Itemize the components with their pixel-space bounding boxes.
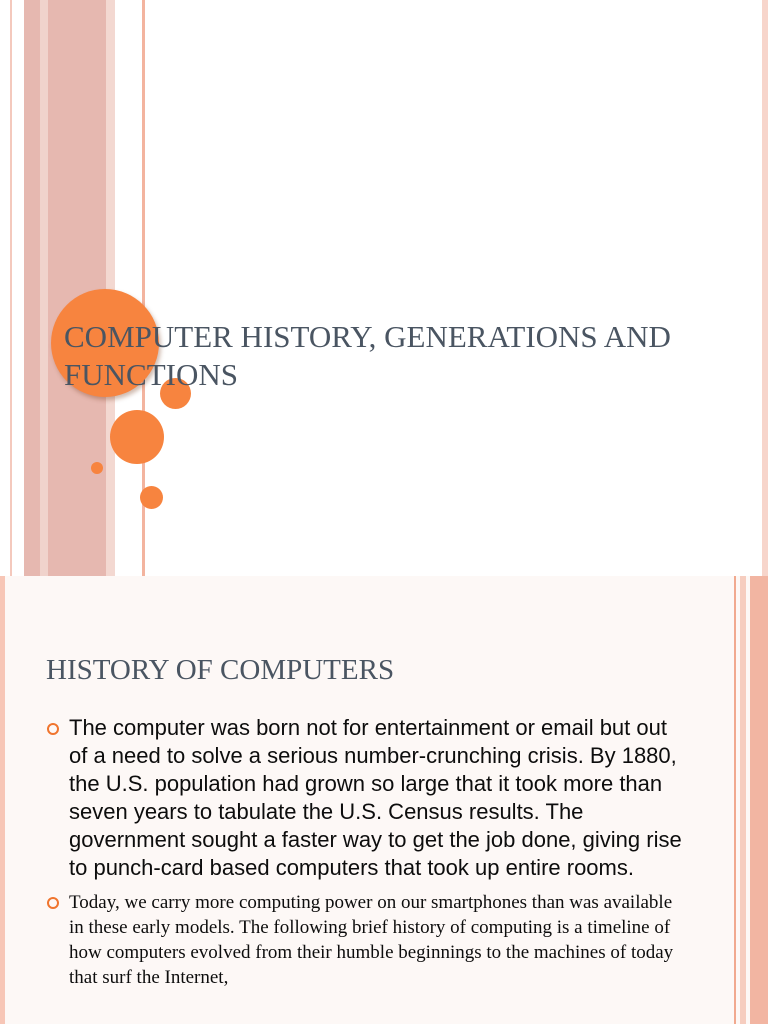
bullet-item xyxy=(44,890,684,990)
bullet-list xyxy=(44,714,684,990)
decorative-stripe xyxy=(750,576,768,1024)
bullet-circle-icon xyxy=(47,723,59,735)
decorative-stripe xyxy=(740,576,746,1024)
decorative-stripe xyxy=(734,576,736,1024)
decorative-stripe xyxy=(10,0,12,576)
decorative-stripe xyxy=(0,576,5,1024)
slide-title: COMPUTER HISTORY, GENERATIONS AND FUNCTIONS xyxy=(64,319,671,392)
bullet-item xyxy=(44,714,684,882)
decorative-stripe xyxy=(24,0,106,576)
decorative-circle xyxy=(91,462,103,474)
decorative-circle xyxy=(110,410,164,464)
bullet-circle-icon xyxy=(47,897,59,909)
decorative-stripe xyxy=(40,0,48,576)
bullet-text: The computer was born not for entertainment or email but out of a need to solve a serious number-crunching crisis. By 1880, the U.S. population had grown so large that it took more than seven years to tabulate the U.S. Census results. The government sought a faster way to get the job done, giving rise to punch-card based computers that took up entire rooms. xyxy=(69,715,682,880)
decorative-stripe xyxy=(762,0,768,576)
slide-heading: HISTORY OF COMPUTERS xyxy=(46,654,395,686)
decorative-circle xyxy=(140,486,163,509)
bullet-text: Today, we carry more computing power on our smartphones than was available in these early models. The following brief history of computing is a timeline of how computers evolved from their humble beginnings to the machines of today that surf the Internet, xyxy=(69,892,674,988)
decorative-stripe xyxy=(106,0,115,576)
